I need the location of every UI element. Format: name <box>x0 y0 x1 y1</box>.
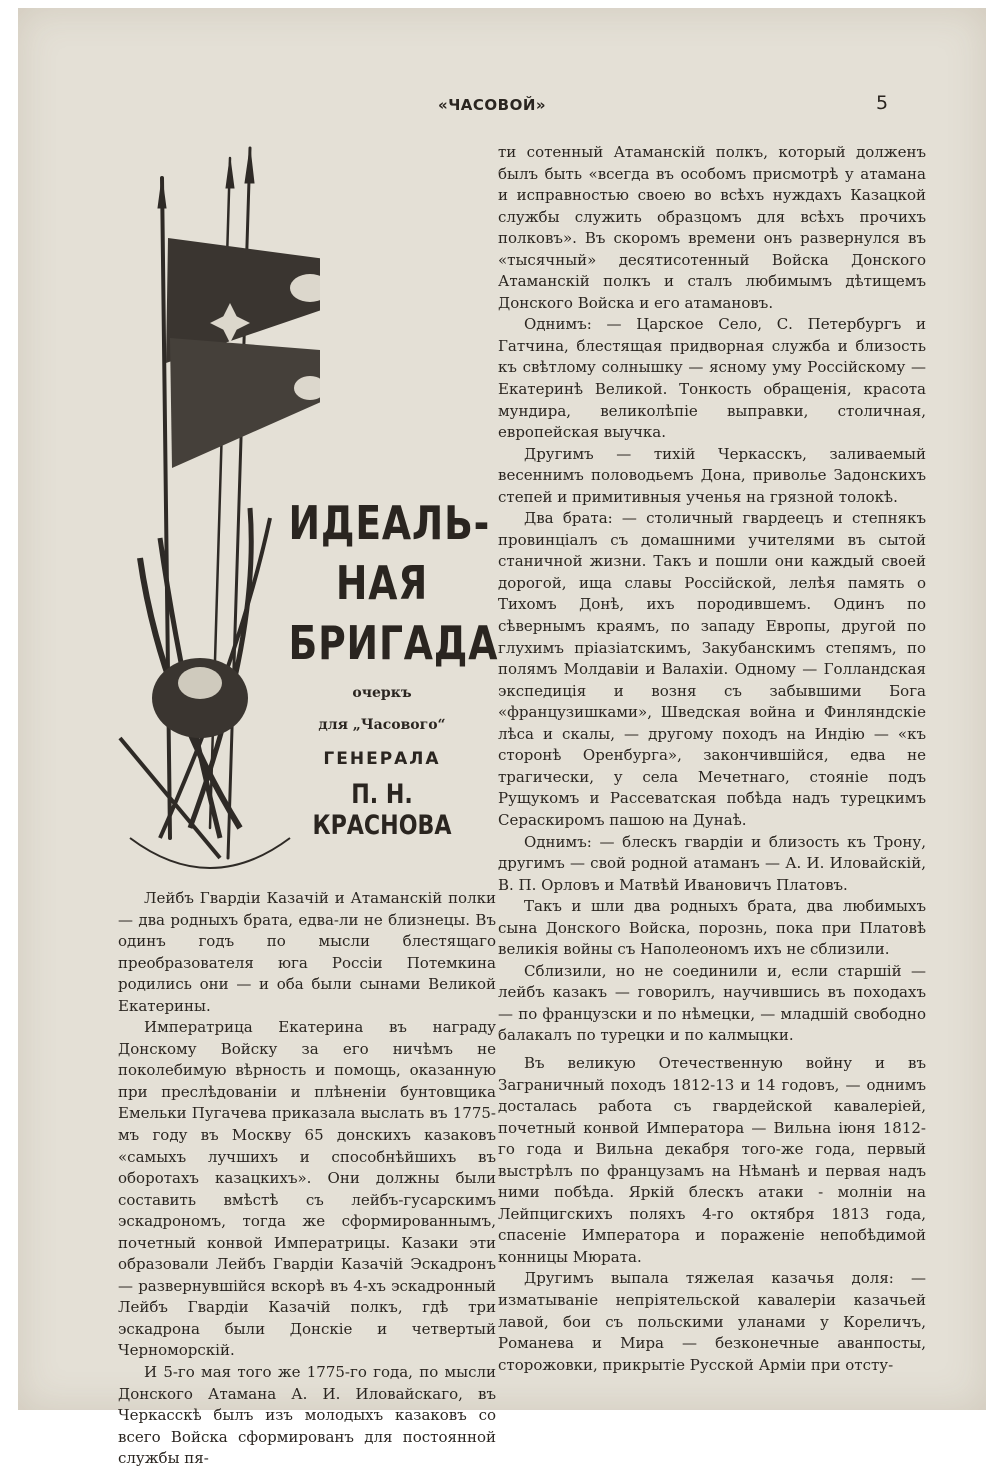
paragraph: Такъ и шли два родныхъ брата, два любимыхъ сына Донского Войска, порознь, пока при Платовѣ великія войны съ Наполеономъ ихъ не сблизили. <box>498 897 926 959</box>
page-number: 5 <box>876 92 889 114</box>
paragraph: Другимъ — тихій Черкасскъ, заливаемый весеннимъ половодьемъ Дона, приволье Задонскихъ степей и примитивныя ученья на грязной толокѣ. <box>498 444 926 506</box>
subtitle-sketch: очеркъ <box>352 685 412 701</box>
paragraph: Другимъ выпала тяжелая казачья доля: — изматываніе непріятельской кавалеріи казачьей лавой, бои съ польскими уланами у Кореличъ, Романева и Мира — безконечные аванпосты, сторожовки, прикрытіе Русской Арміи при отсту- <box>498 1269 926 1374</box>
author-name: П. Н. КРАСНОВА <box>312 779 452 841</box>
paragraph: Лейбъ Гвардіи Казачій и Атаманскій полки — два родныхъ брата, едва-ли не близнецы. Въ одинъ годъ по мысли блестящаго преобразователя юга Россіи Потемкина родились они — и оба были сынами Великой Екатерины. <box>118 889 496 1015</box>
left-column-text <box>118 888 496 1470</box>
paragraph: Въ великую Отечественную войну и въ Заграничный походъ 1812-13 и 14 годовъ, — однимъ досталась работа съ гвардейской кавалеріей, почетный конвой Императора — Вильна іюня 1812-го года и Вильна декабря того-же года, первый выстрѣлъ по французамъ на Нѣманѣ и первая надъ ними побѣда. Яркій блескъ атаки - молніи на Лейпцигскихъ поляхъ 4-го октября 1813 года, спасеніе Императора и пораженіе непобѣдимой конницы Мюрата. <box>498 1053 926 1266</box>
article-heading <box>268 493 499 841</box>
paragraph: Однимъ: — Царское Село, С. Петербургъ и Гатчина, блестящая придворная служба и близость къ свѣтлому солнышку — ясному уму Россійскому — Екатеринѣ Великой. Тонкость обращенія, красота мундира, великолѣпіе выправки, столичная, европейская выучка. <box>498 315 926 442</box>
title-line-3: БРИГАДА <box>288 616 499 670</box>
paragraph: Сблизили, но не соединили и, если старшій — лейбъ казакъ — говорилъ, научившись въ походахъ — по французски и по нѣмецки, — младшій свободно балакалъ по турецки и по калмыцки. <box>498 961 926 1045</box>
paragraph: И 5-го мая того же 1775-го года, по мысли Донского Атамана А. И. Иловайскаго, въ Черкасскѣ былъ изъ молодыхъ казаковъ со всего Войска сформированъ для постоянной службы пя- <box>118 1363 496 1468</box>
right-column-text <box>498 142 926 1376</box>
subtitle-for-chasovoy: для „Часового“ <box>318 717 446 733</box>
pennant-lower <box>170 338 320 468</box>
paragraph: Однимъ: — блескъ гвардіи и близость къ Трону, другимъ — свой родной атаманъ — А. И. Иловайскій, В. П. Орловъ и Матвѣй Ивановичъ Платовъ. <box>498 832 926 894</box>
subtitle-general: ГЕНЕРАЛА <box>323 749 441 769</box>
journal-title: «ЧАСОВОЙ» <box>438 96 547 114</box>
title-line-1: ИДЕАЛЬ- <box>288 496 491 550</box>
magazine-page <box>18 8 986 1468</box>
paragraph: Два брата: — столичный гвардеецъ и степнякъ провинціалъ съ домашними учителями въ сытой станичной жизни. Такъ и пошли они каждый своей дорогой, ища славы Россійской, лелѣя память о Тихомъ Донѣ, ихъ породившемъ. Одинъ по сѣвернымъ краямъ, по западу Европы, другой по глухимъ пріазіатскимъ, Закубанскимъ степямъ, по полямъ Молдавіи и Валахіи. Одному — Голландская экспедиція и возня съ забывшими Бога «французишками», Шведская война и Финляндскіе лѣса и скалы, — другому походъ на Индію — «къ сторонѣ Оренбурга», закончившійся, едва не трагически, у села Мечетнаго, стояніе подъ Рущукомъ и Рассеватская побѣда надъ турецкимъ Сераскиромъ пашою на Дунаѣ. <box>498 509 926 829</box>
page-header <box>18 92 986 122</box>
title-line-2: НАЯ <box>335 556 429 610</box>
paragraph: Императрица Екатерина въ награду Донскому Войску за его ничѣмъ не поколебимую вѣрность и помощь, оказанную при преслѣдованіи и плѣненіи бунтовщика Емельки Пугачева приказала выслать въ 1775-мъ году въ Москву 65 донскихъ казаковъ «самыхъ лучшихъ и способнѣйшихъ въ оборотахъ казацкихъ». Они должны были составить вмѣстѣ съ лейбъ-гусарскимъ эскадрономъ, тогда же сформированнымъ, почетный конвой Императрицы. Казаки эти образовали Лейбъ Гвардіи Казачій Эскадронъ — развернувшійся вскорѣ въ 4-хъ эскадронный Лейбъ Гвардіи Казачій полкъ, гдѣ три эскадрона были Донскіе и четвертый Черноморскій. <box>118 1018 496 1360</box>
paragraph: ти сотенный Атаманскій полкъ, который долженъ былъ быть «всегда въ особомъ присмотрѣ у атамана и исправностью своею во всѣхъ нуждахъ Казацкой службы служить образцомъ для всѣхъ прочихъ полковъ». Въ скоромъ времени онъ развернулся въ «тысячный» десятисотенный Войска Донского Атаманскій полкъ и сталъ любимымъ дѣтищемъ Донского Войска и его атамановъ. <box>498 143 926 312</box>
